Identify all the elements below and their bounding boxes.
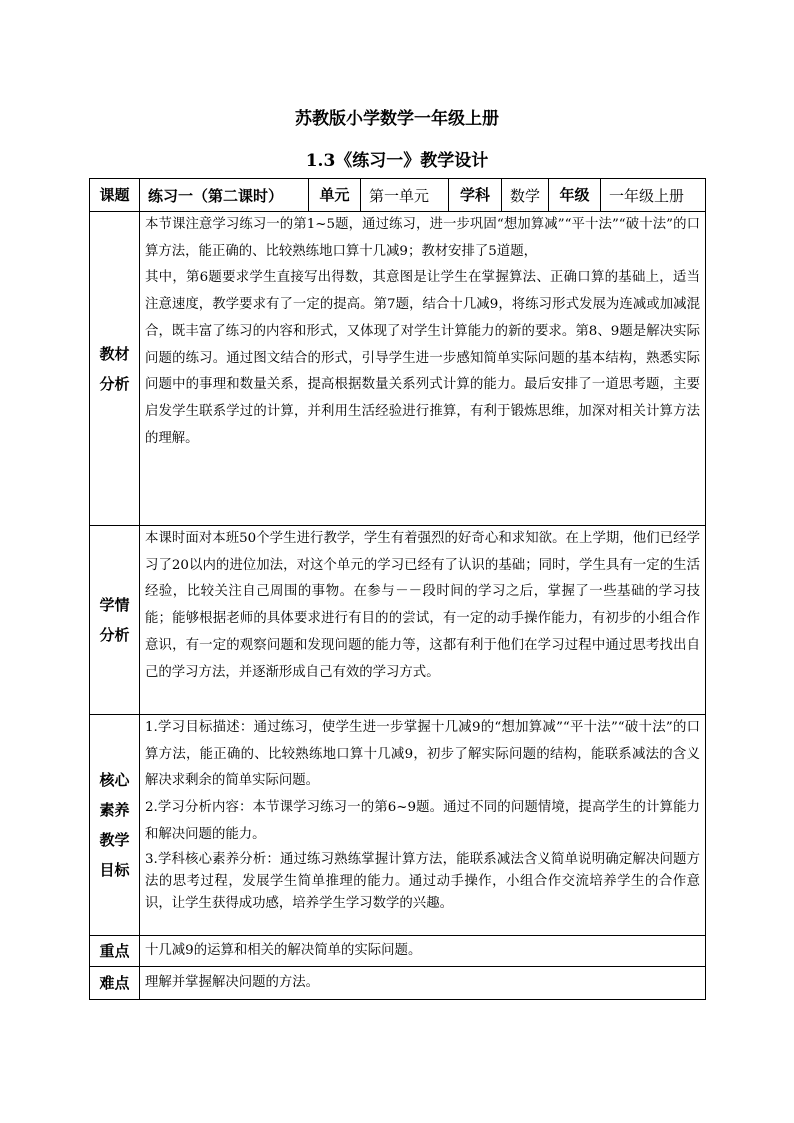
- key-point-row: [90, 936, 706, 967]
- learner-paragraph-1: 本课时面对本班50个学生进行教学，学生有着强烈的好奇心和求知欲。在上学期，他们已经学习了20以内的进位加法，对这个单元的学习已经有了认识的基础；同时，学生具有一定的生活经验，比较关注自己周围的事物。在参与－－段时间的学习之后，掌握了一些基础的学习技能；能够根据老师的具体要求进行有目的的尝试，有一定的动手操作能力，有初步的小组合作意识，有一定的观察问题和发现问题的能力等，这都有利于他们在学习过程中通过思考找出自己的学习方法，并逐渐形成自己有效的学习方式。: [145, 531, 700, 680]
- material-label-line1: 教材: [99, 344, 130, 363]
- goals-label-line2: 素养: [99, 801, 130, 819]
- topic-value: 练习一（第二课时）: [140, 179, 309, 212]
- unit-value: 第一单元: [361, 179, 449, 212]
- learner-analysis-content: [140, 526, 706, 715]
- material-paragraph-2: 其中，第6题要求学生直接写出得数，其意图是让学生在掌握算法、正确口算的基础上，适当注意速度，教学要求有了一定的提高。第7题，结合十几减9，将练习形式发展为连减或加减混合，既丰富了练习的内容和形式，又体现了对学生计算能力的新的要求。第8、9题是解决实际问题的练习。通过图文结合的形式，引导学生进一步感知简单实际问题的基本结构，熟悉实际问题中的事理和数量关系，提高根据数量关系列式计算的能力。最后安排了一道思考题，主要启发学生联系学过的计算，并利用生活经验进行推算，有利于锻炼思维，加深对相关计算方法的理解。: [145, 270, 700, 446]
- key-point-text: 十几减9的运算和相关的解决简单的实际问题。: [140, 936, 706, 967]
- material-analysis-content: [140, 212, 706, 526]
- material-analysis-label: [90, 212, 140, 526]
- material-analysis-row: [90, 212, 706, 526]
- key-point-label: 重点: [90, 936, 140, 967]
- learner-label-line1: 学情: [99, 596, 130, 614]
- core-goals-content: [140, 715, 706, 936]
- goals-paragraph-2: 2.学习分析内容：本节课学习练习一的第6~9题。通过不同的问题情境，提高学生的计算能力和解决问题的能力。: [145, 800, 700, 842]
- lesson-plan-table: [89, 178, 706, 1000]
- unit-label: 单元: [309, 179, 361, 212]
- goals-label-line3: 教学: [99, 831, 130, 849]
- learner-label-line2: 分析: [99, 626, 130, 644]
- goals-paragraph-1: 1.学习目标描述：通过练习，使学生进一步掌握十几减9的“想加算减”“平十法”“破十法”的口算方法，能正确的、比较熟练地口算十几减9，初步了解实际问题的结构，能联系减法的含义解决求剩余的简单实际问题。: [145, 720, 700, 789]
- header-row: [90, 179, 706, 212]
- material-label-line2: 分析: [99, 374, 130, 393]
- learner-analysis-row: [90, 526, 706, 715]
- document-title: 苏教版小学数学一年级上册: [295, 109, 499, 129]
- subject-value: 数学: [502, 179, 549, 212]
- grade-value: 一年级上册: [601, 179, 706, 212]
- core-goals-label: [90, 715, 140, 936]
- learner-analysis-label: [90, 526, 140, 715]
- grade-label: 年级: [549, 179, 601, 212]
- core-goals-row: [90, 715, 706, 936]
- topic-label: 课题: [90, 179, 140, 212]
- goals-label-line4: 目标: [99, 861, 130, 879]
- goals-paragraph-3: 3.学科核心素养分析：通过练习熟练掌握计算方法，能联系减法含义简单说明确定解决问题方法的思考过程，发展学生简单推理的能力。通过动手操作，小组合作交流培养学生的合作意识，让学生获得成功感，培养学生学习数学的兴趣。: [145, 851, 700, 911]
- goals-label-line1: 核心: [99, 771, 130, 789]
- difficulty-row: [90, 967, 706, 1000]
- document-subtitle: 1.3《练习一》教学设计: [305, 151, 489, 171]
- difficulty-label: 难点: [90, 967, 140, 1000]
- difficulty-text: 理解并掌握解决问题的方法。: [140, 967, 706, 1000]
- material-paragraph-1: 本节课注意学习练习一的第1~5题，通过练习，进一步巩固“想加算减”“平十法”“破十法”的口算方法，能正确的、比较熟练地口算十几减9；教材安排了5道题，: [145, 217, 700, 259]
- subject-label: 学科: [449, 179, 502, 212]
